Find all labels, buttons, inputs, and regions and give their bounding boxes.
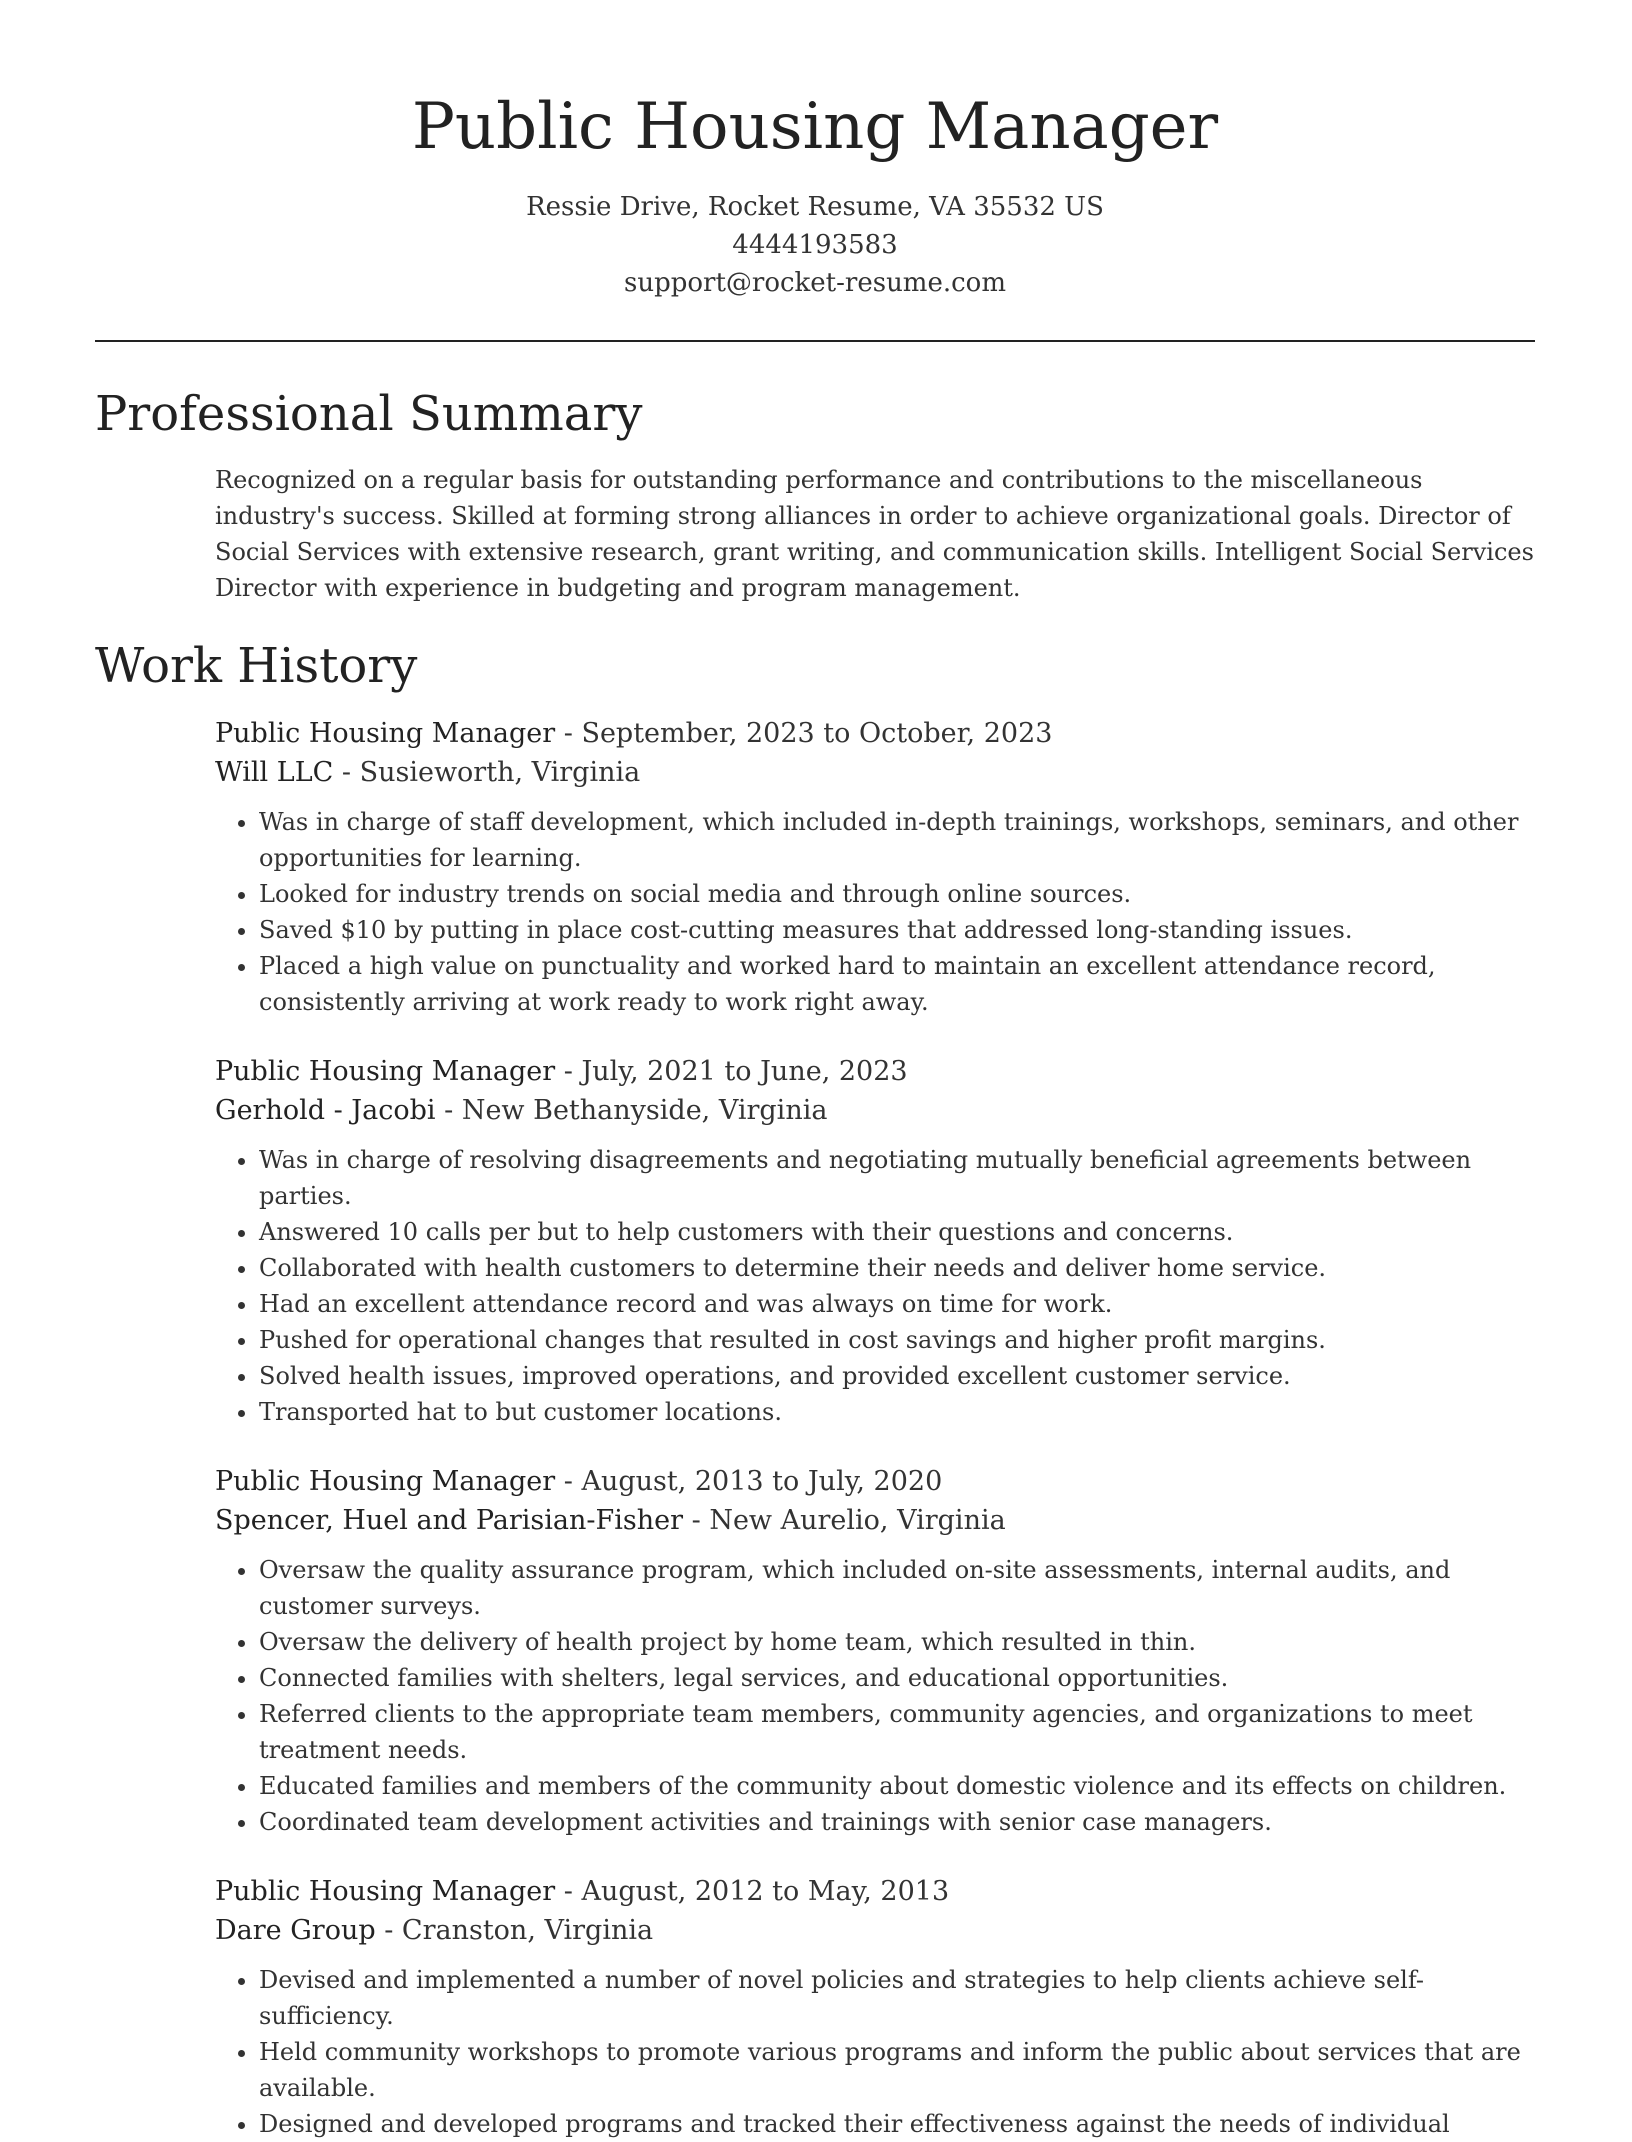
job-title: Public Housing Manager (215, 1876, 556, 1907)
job-title: Public Housing Manager (215, 718, 556, 749)
job-bullet: • Placed a high value on punctuality and worked hard to maintain an excellent attendance record, consistently arriving at work ready to work right away. (259, 948, 1535, 1020)
job-bullets (215, 1142, 1535, 1430)
job-location: - Cranston, Virginia (375, 1915, 654, 1946)
resume-page (95, 0, 1535, 2142)
job-dates: - September, 2023 to October, 2023 (555, 718, 1053, 749)
job-bullet: • Referred clients to the appropriate team members, community agencies, and organizations to meet treatment needs. (259, 1696, 1535, 1768)
job-bullet: • Oversaw the quality assurance program, which included on-site assessments, internal audits, and customer surveys. (259, 1552, 1535, 1624)
job-company: Dare Group (215, 1915, 376, 1946)
job-bullet: • Held community workshops to promote various programs and inform the public about services that are available. (259, 2034, 1535, 2106)
header-divider (95, 340, 1535, 342)
job-bullets (215, 1962, 1535, 2142)
contact-phone: 4444193583 (732, 230, 898, 260)
job-title-line (215, 1052, 1535, 1091)
job-title: Public Housing Manager (215, 1466, 556, 1497)
job-company: Gerhold - Jacobi (215, 1095, 436, 1126)
job-bullet: • Had an excellent attendance record and was always on time for work. (259, 1286, 1535, 1322)
job-bullet: • Answered 10 calls per but to help customers with their questions and concerns. (259, 1214, 1535, 1250)
job-title-line (215, 1872, 1535, 1911)
section-title-summary: Professional Summary (95, 386, 643, 442)
job-bullet: • Connected families with shelters, legal services, and educational opportunities. (259, 1660, 1535, 1696)
job-bullet: • Oversaw the delivery of health project by home team, which resulted in thin. (259, 1624, 1535, 1660)
section-title-work-history: Work History (95, 638, 418, 694)
job-bullet: • Designed and developed programs and tracked their effectiveness against the needs of individual (259, 2106, 1535, 2142)
job-entry (215, 1872, 1535, 2142)
job-bullet: • Devised and implemented a number of novel policies and strategies to help clients achieve self-sufficiency. (259, 1962, 1535, 2034)
job-entry (215, 714, 1535, 1020)
job-bullet: • Solved health issues, improved operations, and provided excellent customer service. (259, 1358, 1535, 1394)
job-bullet: • Looked for industry trends on social media and through online sources. (259, 876, 1535, 912)
job-bullet: • Was in charge of resolving disagreements and negotiating mutually beneficial agreements between parties. (259, 1142, 1535, 1214)
contact-block (95, 188, 1535, 302)
job-bullets (215, 804, 1535, 1020)
job-bullet: • Pushed for operational changes that resulted in cost savings and higher profit margins. (259, 1322, 1535, 1358)
job-bullet: • Transported hat to but customer locations. (259, 1394, 1535, 1430)
job-location: - New Bethanyside, Virginia (435, 1095, 828, 1126)
job-company: Spencer, Huel and Parisian-Fisher (215, 1505, 684, 1536)
job-bullet: • Educated families and members of the community about domestic violence and its effects on children. (259, 1768, 1535, 1804)
job-bullets (215, 1552, 1535, 1840)
job-entry (215, 1462, 1535, 1840)
job-company-line (215, 1501, 1535, 1540)
job-location: - Susieworth, Virginia (333, 757, 641, 788)
job-entry (215, 1052, 1535, 1430)
contact-email: support@rocket-resume.com (623, 268, 1006, 298)
job-dates: - August, 2013 to July, 2020 (555, 1466, 943, 1497)
job-bullet: • Collaborated with health customers to determine their needs and deliver home service. (259, 1250, 1535, 1286)
job-bullet: • Saved $10 by putting in place cost-cutting measures that addressed long-standing issues. (259, 912, 1535, 948)
contact-address: Ressie Drive, Rocket Resume, VA 35532 US (526, 192, 1104, 222)
job-title-line (215, 1462, 1535, 1501)
job-company-line (215, 1911, 1535, 1950)
job-bullet: • Was in charge of staff development, which included in-depth trainings, workshops, seminars, and other opportunities for learning. (259, 804, 1535, 876)
job-company: Will LLC (215, 757, 334, 788)
job-title-line (215, 714, 1535, 753)
job-company-line (215, 753, 1535, 792)
job-company-line (215, 1091, 1535, 1130)
summary-text: Recognized on a regular basis for outstanding performance and contributions to the miscellaneous industry's success. Skilled at forming strong alliances in order to achieve organizational goals. Director of Social Services with extensive research, grant writing, and communication skills. Intelligent Social Services Director with experience in budgeting and program management. (215, 466, 1534, 602)
job-bullet: • Coordinated team development activities and trainings with senior case managers. (259, 1804, 1535, 1840)
job-dates: - July, 2021 to June, 2023 (555, 1056, 908, 1087)
job-location: - New Aurelio, Virginia (683, 1505, 1006, 1536)
candidate-name: Public Housing Manager (411, 90, 1219, 164)
job-dates: - August, 2012 to May, 2013 (555, 1876, 950, 1907)
job-title: Public Housing Manager (215, 1056, 556, 1087)
